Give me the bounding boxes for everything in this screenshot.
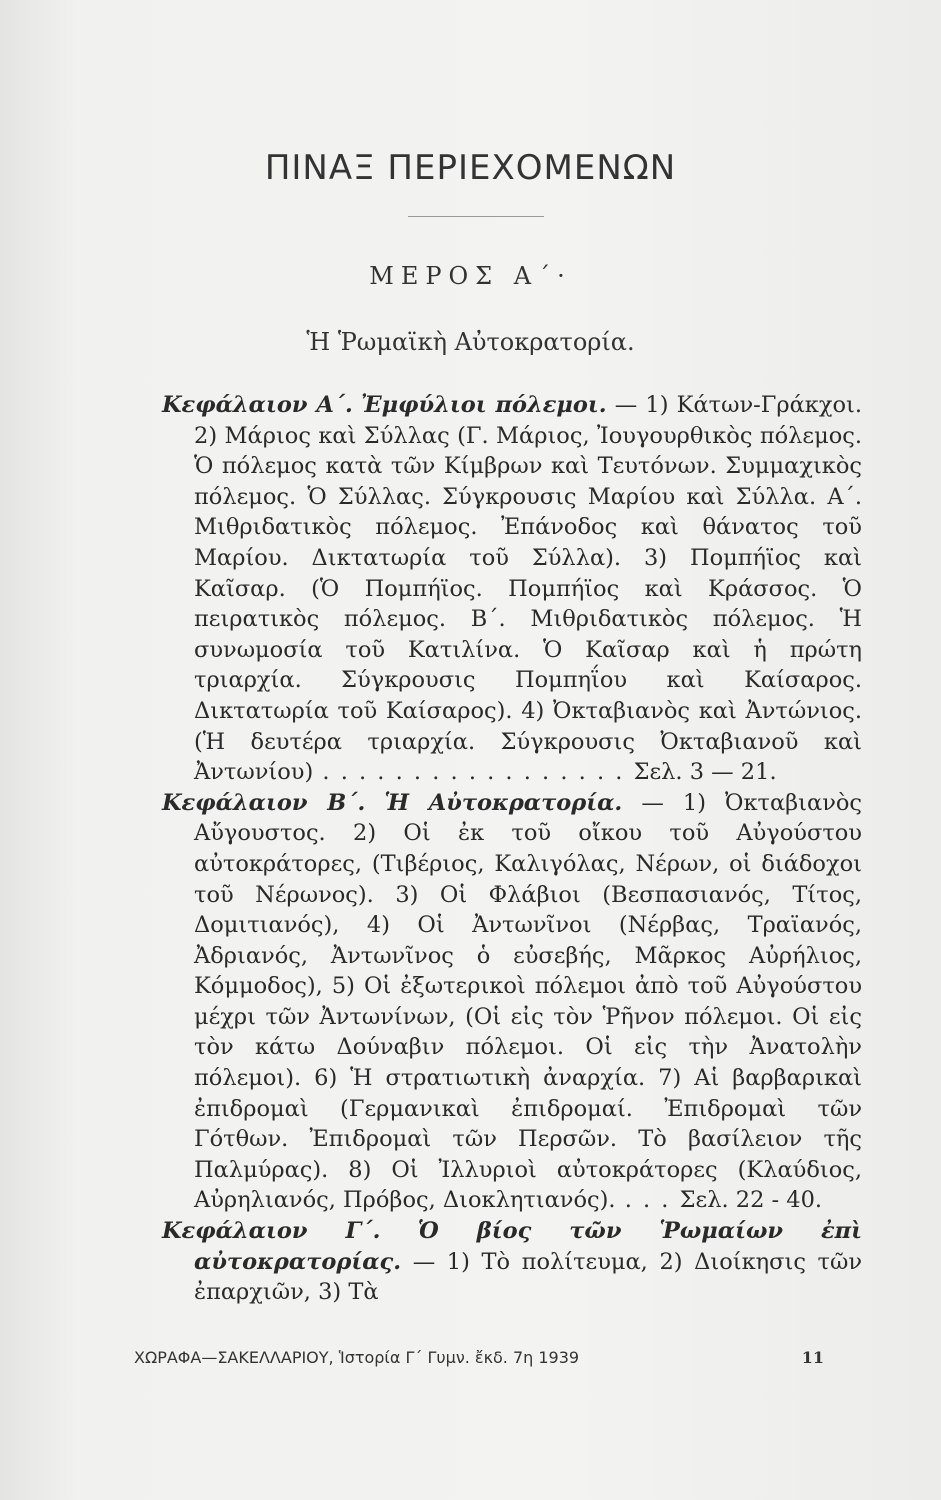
chapter-pages: Σελ. 22 - 40. (679, 1187, 823, 1214)
chapter-entry-1 (162, 390, 862, 788)
chapter-label: Κεφάλαιον Β΄. (162, 789, 366, 816)
page-footer (134, 1348, 824, 1367)
leader-dots: . . . (615, 1187, 680, 1214)
chapter-title: Ἐμφύλιοι πόλεμοι. (361, 392, 607, 418)
chapter-entry-2 (162, 788, 862, 1216)
imprint-text: ΧΩΡΑΦΑ—ΣΑΚΕΛΛΑΡΙΟΥ, Ἱστορία Γ΄ Γυμν. ἔκδ. 7η 1939 (134, 1348, 580, 1367)
chapter-text: — 1) Τὸ πολίτευμα, 2) Διοίκησις τῶν ἐπαρχιῶν, 3) Τὰ (194, 1248, 863, 1306)
chapter-title: Ὁ βίος τῶν Ῥωμαίων ἐπὶ αὐτοκρατορίας. (194, 1218, 862, 1275)
title-divider (408, 216, 544, 217)
chapter-label: Κεφάλαιον Γ΄. (162, 1218, 381, 1245)
part-heading: ΜΕΡΟΣ Α΄· (369, 262, 572, 290)
table-of-contents (162, 390, 862, 1308)
chapter-pages: Σελ. 3 — 21. (633, 759, 777, 786)
page-title: ΠΙΝΑΞ ΠΕΡΙΕΧΟΜΕΝΩΝ (264, 148, 677, 188)
chapter-entry-3 (162, 1216, 862, 1308)
chapter-title: Ἡ Αὐτοκρατορία. (384, 789, 623, 816)
chapter-text: — 1) Ὀκταβιανὸς Αὔγουστος. 2) Οἱ ἐκ τοῦ οἴκου τοῦ Αὐγούστου αὐτοκράτορες, (Τιβέριος, Καλιγόλας, Νέρων, οἱ διάδοχοι τοῦ Νέρωνος). 3) Οἱ Φλάβιοι (Βεσπασιανός, Τίτος, Δομιτιανός), 4) Οἱ Ἀντωνῖνοι (Νέρβας, Τραϊανός, Ἀδριανός, Ἀντωνῖνος ὁ εὐσεβής, Μᾶρκος Αὐρήλιος, Κόμμοδος), 5) Οἱ ἐξωτερικοὶ πόλεμοι ἀπὸ τοῦ Αὐγούστου μέχρι τῶν Ἀντωνίνων, (Οἱ εἰς τὸν Ῥῆνον πόλεμοι. Οἱ εἰς τὸν κάτω Δούναβιν πόλεμοι. Οἱ εἰς τὴν Ἀνατολὴν πόλεμοι). 6) Ἡ στρατιωτικὴ ἀναρχία. 7) Αἱ βαρβαρικαὶ ἐπιδρομαὶ (Γερμανικαὶ ἐπιδρομαί. Ἐπιδρομαὶ τῶν Γότθων. Ἐπιδρομαὶ τῶν Περσῶν. Τὸ βασίλειον τῆς Παλμύρας). 8) Οἱ Ἰλλυριοὶ αὐτοκράτορες (Κλαύδιος, Αὐρηλιανός, Πρόβος, Διοκλητιανός). (194, 789, 863, 1214)
leader-dots: . . . . . . . . . . . . . . . . . (313, 759, 634, 786)
page-number: 11 (801, 1348, 824, 1367)
part-subtitle: Ἡ Ῥωμαϊκὴ Αὐτοκρατορία. (306, 328, 635, 356)
chapter-text: — 1) Κάτων-Γράκχοι. 2) Μάριος καὶ Σύλλας (Γ. Μάριος, Ἰουγουρθικὸς πόλεμος. Ὁ πόλεμος κατὰ τῶν Κίμβρων καὶ Τευτόνων. Συμμαχικὸς πόλεμος. Ὁ Σύλλας. Σύγκρουσις Μαρίου καὶ Σύλλα. Α΄. Μιθριδατικὸς πόλεμος. Ἐπάνοδος καὶ θάνατος τοῦ Μαρίου. Δικτατωρία τοῦ Σύλλα). 3) Πομπήϊος καὶ Καῖσαρ. (Ὁ Πομπήϊος. Πομπήϊος καὶ Κράσσος. Ὁ πειρατικὸς πόλεμος. Β΄. Μιθριδατικὸς πόλεμος. Ἡ συνωμοσία τοῦ Κατιλίνα. Ὁ Καῖσαρ καὶ ἡ πρώτη τριαρχία. Σύγκρουσις Πομπηΐου καὶ Καίσαρος. Δικτατωρία τοῦ Καίσαρος). 4) Ὀκταβιανὸς καὶ Ἀντώνιος. (Ἡ δευτέρα τριαρχία. Σύγκρουσις Ὀκταβιανοῦ καὶ Ἀντωνίου) (194, 392, 862, 786)
chapter-label: Κεφάλαιον Α΄. (162, 392, 353, 418)
